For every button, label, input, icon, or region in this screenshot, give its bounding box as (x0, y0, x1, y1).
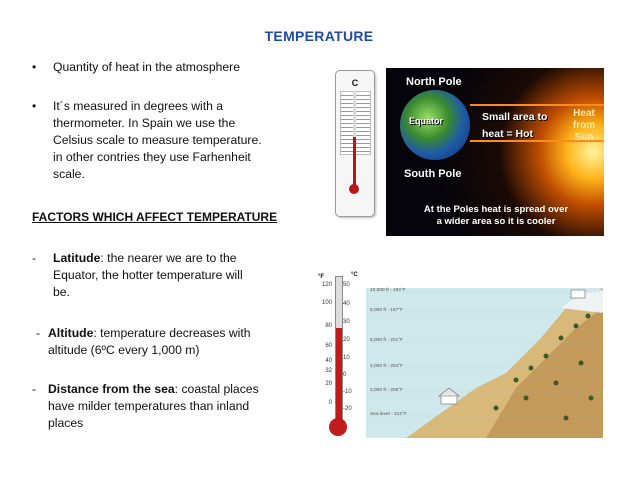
poles-caption-line: At the Poles heat is spread over (423, 204, 569, 215)
dash-marker: - (32, 382, 36, 396)
f-tick: 80 (325, 323, 332, 329)
thermometer-unit: C (351, 78, 359, 88)
thermometer-mercury (353, 137, 356, 186)
factor-altitude (48, 325, 251, 359)
dash-marker: - (36, 326, 40, 340)
bullet-text-measure (53, 98, 262, 183)
equator-label: Equator (409, 116, 444, 126)
bullet-line: in other contries they use Farhenheit (53, 150, 251, 164)
mountain-scene (366, 268, 603, 443)
c-tick: 20 (343, 337, 350, 343)
c-tick: 30 (343, 319, 350, 325)
factor-label: Latitude (53, 251, 101, 265)
c-tick: -20 (343, 406, 352, 412)
c-tick: 40 (343, 301, 350, 307)
poles-caption-line: a wider area so it is cooler (436, 216, 556, 227)
factor-text: : coastal places (174, 382, 259, 396)
bullet-marker: • (32, 60, 37, 74)
altitude-illustration (318, 268, 603, 443)
level-label: 8,000 ft - 197°F (370, 308, 404, 313)
f-tick: 60 (325, 343, 332, 349)
large-thermometer-bulb (329, 418, 347, 436)
bullet-line: Quantity of heat in the atmosphere (53, 60, 240, 74)
heat-hot-label: heat = Hot (482, 128, 534, 140)
factor-text: places (48, 416, 84, 430)
factor-label: Distance from the sea (48, 382, 175, 396)
bullet-line: Celsius scale to measure temperature. (53, 133, 262, 147)
page-title: TEMPERATURE (264, 28, 374, 44)
level-label: 10,000 ft - 194°F (370, 288, 406, 293)
bullet-line: scale. (53, 167, 85, 181)
bullet-line: It´s measured in degrees with a (53, 99, 224, 113)
factors-heading: FACTORS WHICH AFFECT TEMPERATURE (32, 210, 278, 224)
c-tick: -10 (343, 389, 352, 395)
c-tick: 10 (343, 355, 350, 361)
thermometer-image (335, 70, 375, 217)
c-tick: 0 (343, 372, 347, 378)
factor-text: have milder temperatures than inland (48, 399, 250, 413)
level-label: 4,000 ft - 204°F (370, 364, 404, 369)
factor-text: : the nearer we are to the (100, 251, 237, 265)
north-pole-label: North Pole (406, 76, 462, 88)
c-tick: 50 (343, 282, 350, 288)
bullet-line: thermometer. In Spain we use the (53, 116, 236, 130)
thermometer-bulb (349, 184, 359, 194)
factor-text: : temperature decreases with (93, 326, 251, 340)
factor-label: Altitude (48, 326, 94, 340)
celsius-unit: °C (351, 272, 358, 278)
poles-caption (396, 204, 596, 228)
level-label: 2,000 ft - 208°F (370, 388, 404, 393)
fahrenheit-unit: °F (318, 274, 325, 280)
earth-sun-diagram (386, 68, 604, 236)
f-tick: 120 (321, 282, 332, 288)
factor-text: altitude (6ºC every 1,000 m) (48, 343, 200, 357)
large-thermometer-mercury (336, 328, 342, 428)
bullet-text-heat (53, 59, 240, 76)
large-thermometer (318, 268, 362, 443)
f-tick: 32 (325, 368, 332, 374)
f-tick: 40 (325, 358, 332, 364)
south-pole-label: South Pole (404, 168, 462, 180)
small-area-label: Small area to (482, 111, 548, 123)
factor-distance (48, 381, 259, 432)
f-tick: 100 (321, 300, 332, 306)
f-tick: 20 (325, 381, 332, 387)
factor-text: Equator, the hotter temperature will (53, 268, 243, 282)
sun-ray (470, 104, 604, 106)
factor-text: be. (53, 285, 70, 299)
factor-latitude (53, 250, 243, 301)
level-label: 6,000 ft - 201°F (370, 338, 404, 343)
dash-marker: - (32, 251, 36, 265)
bullet-marker: • (32, 99, 37, 113)
f-tick: 0 (328, 400, 332, 406)
sun-heat-label: Heat from Sun (572, 108, 596, 143)
level-label: Sea level - 212°F (370, 412, 407, 417)
